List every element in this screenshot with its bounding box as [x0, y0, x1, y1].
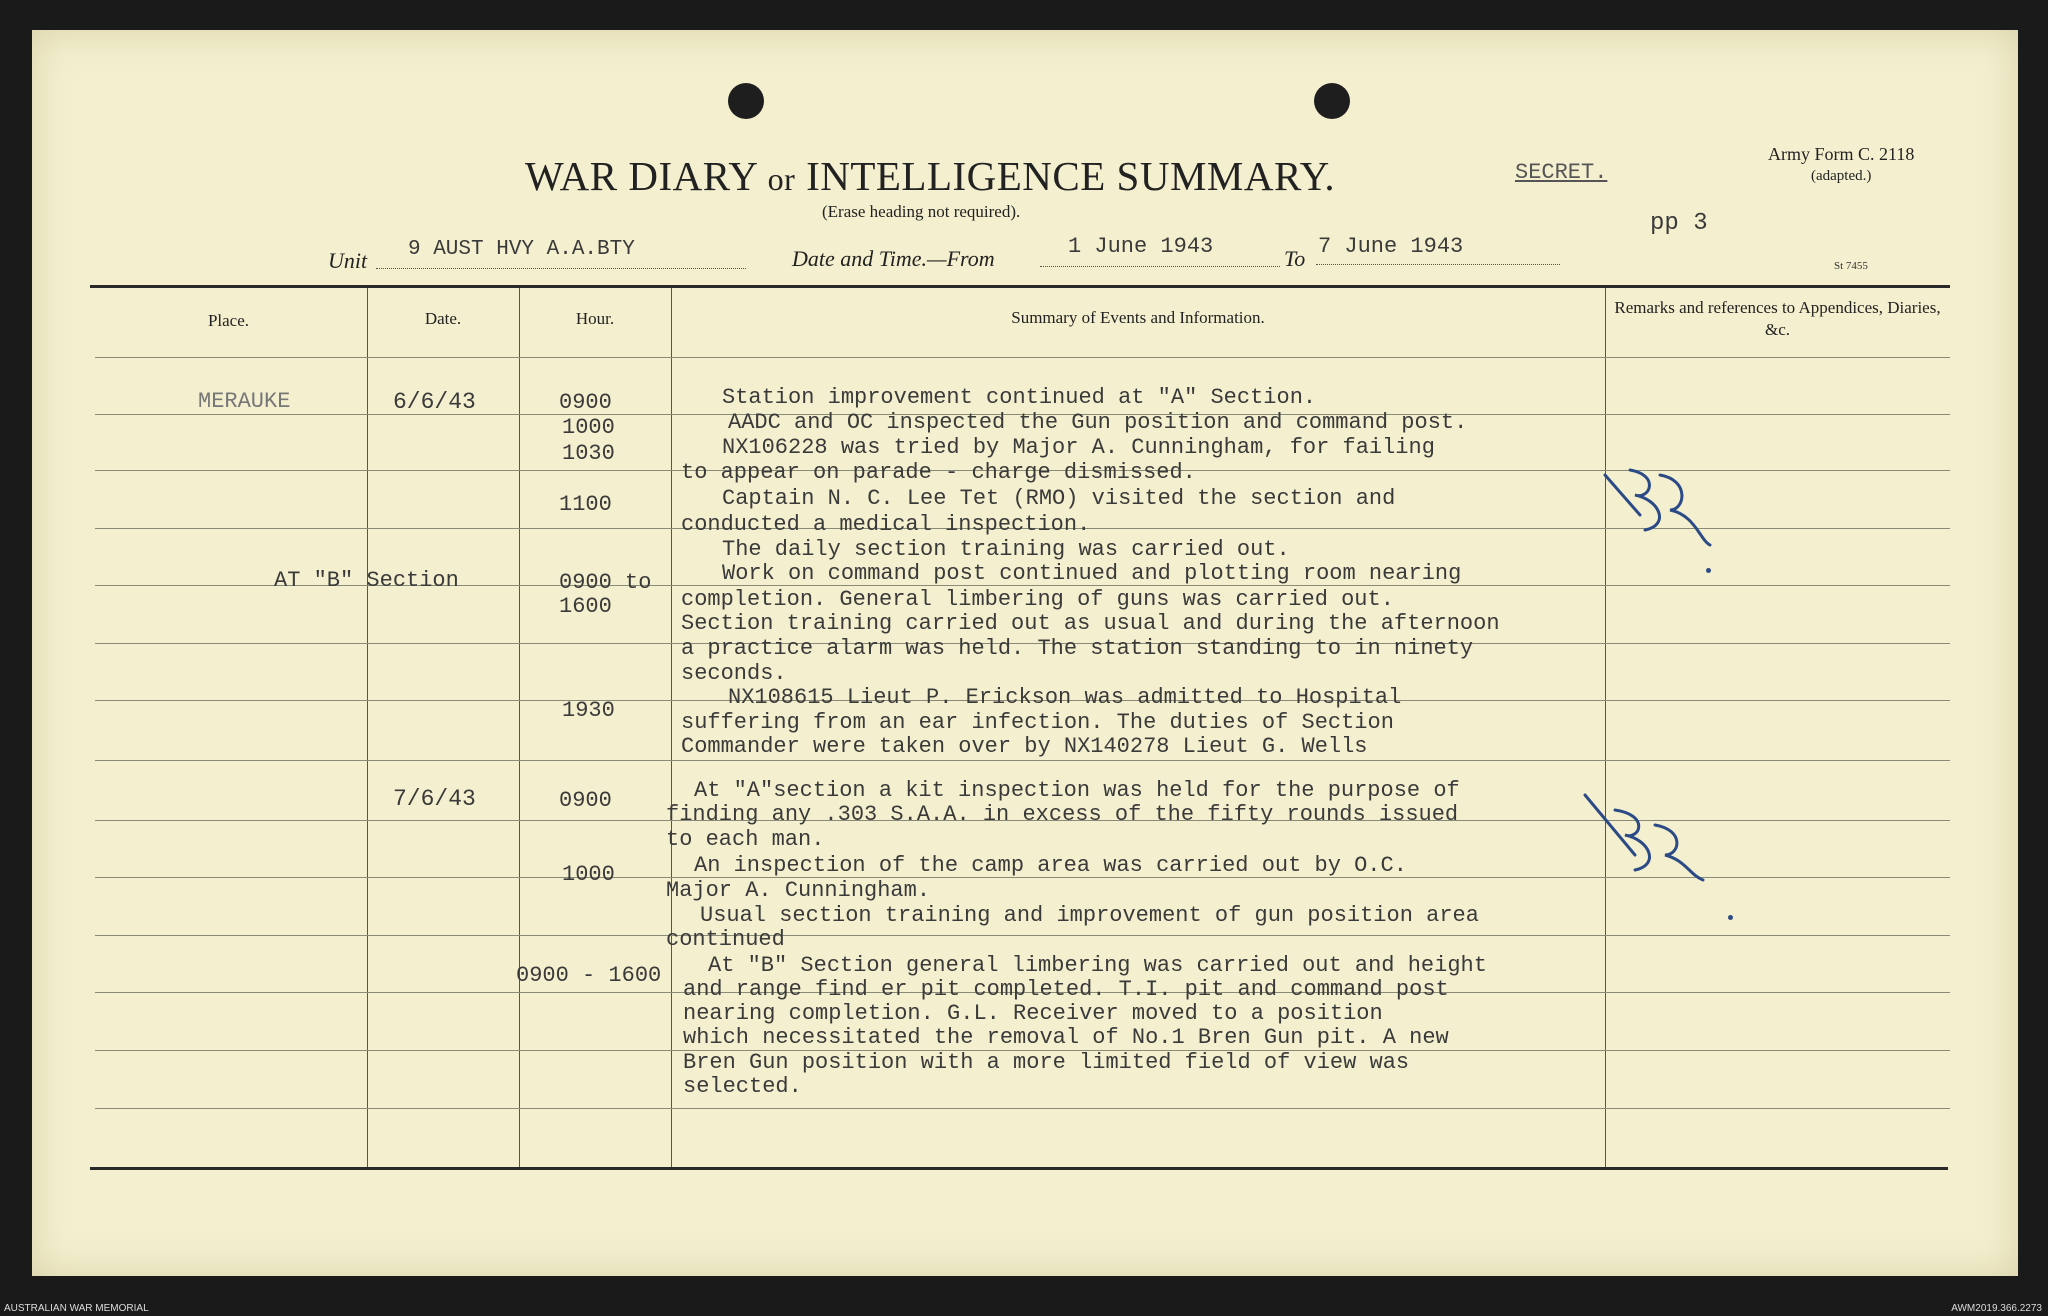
- summary-line: finding any .303 S.A.A. in excess of the fifty rounds issued: [666, 802, 1459, 827]
- summary-line: which necessitated the removal of No.1 Bren Gun pit. A new: [683, 1025, 1449, 1050]
- handwritten-initials-1: [1590, 455, 1750, 565]
- summary-line: At "B" Section general limbering was carried out and height: [708, 953, 1487, 978]
- hour-1100: 1100: [559, 492, 612, 517]
- summary-line: a practice alarm was held. The station standing to in ninety: [681, 636, 1474, 661]
- summary-line: seconds.: [681, 661, 787, 686]
- col-place: Place.: [207, 311, 250, 330]
- col-date: Date.: [424, 309, 462, 328]
- col-remarks: Remarks and references to Appendices, Diaries, &c.: [1614, 298, 1941, 339]
- form-title: WAR DIARY or INTELLIGENCE SUMMARY.: [525, 153, 1336, 199]
- footer-source: AUSTRALIAN WAR MEMORIAL: [4, 1303, 149, 1314]
- summary-line: nearing completion. G.L. Receiver moved to a position: [683, 1001, 1383, 1026]
- summary-line: continued: [666, 927, 785, 952]
- hour-0900-b: 0900: [559, 788, 612, 813]
- summary-line: Bren Gun position with a more limited field of view was: [683, 1050, 1410, 1075]
- unit-label: Unit: [328, 248, 368, 273]
- hour-1930: 1930: [562, 698, 615, 723]
- col-summary: Summary of Events and Information.: [1011, 308, 1265, 327]
- summary-line: Commander were taken over by NX140278 Lieut G. Wells: [681, 734, 1368, 759]
- hour-1000: 1000: [562, 415, 615, 440]
- hour-0900-1600: 0900 - 1600: [516, 963, 662, 988]
- summary-line: At "A"section a kit inspection was held for the purpose of: [694, 778, 1460, 803]
- summary-line: Major A. Cunningham.: [666, 878, 931, 903]
- summary-line: AADC and OC inspected the Gun position and command post.: [728, 410, 1468, 435]
- summary-line: to each man.: [666, 827, 825, 852]
- summary-line: Captain N. C. Lee Tet (RMO) visited the section and: [722, 486, 1396, 511]
- summary-line: NX108615 Lieut P. Erickson was admitted to Hospital: [728, 685, 1402, 710]
- stock-number: St 7455: [1834, 260, 1868, 272]
- page-reference: pp 3: [1650, 210, 1708, 237]
- summary-line: conducted a medical inspection.: [681, 512, 1091, 537]
- summary-line: selected.: [683, 1074, 802, 1099]
- summary-line: Work on command post continued and plotting room nearing: [722, 561, 1462, 586]
- punch-hole-left: [728, 83, 764, 119]
- date-from-label: Date and Time.—From: [792, 246, 995, 271]
- unit-value: 9 AUST HVY A.A.BTY: [408, 238, 635, 261]
- summary-line: completion. General limbering of guns was carried out.: [681, 587, 1394, 612]
- hour-1030: 1030: [562, 441, 615, 466]
- summary-line: suffering from an ear infection. The duties of Section: [681, 710, 1394, 735]
- table-bottom-rule: [90, 1167, 1948, 1170]
- date-to-value: 7 June 1943: [1318, 234, 1464, 259]
- army-form-ref: Army Form C. 2118 (adapted.): [1768, 144, 1915, 184]
- summary-line: and range find er pit completed. T.I. pit and command post: [683, 977, 1449, 1002]
- date-6-6-43: 6/6/43: [393, 389, 476, 415]
- classification-stamp: SECRET.: [1515, 160, 1608, 185]
- summary-line: NX106228 was tried by Major A. Cunningham, for failing: [722, 435, 1435, 460]
- hour-0900-to: 0900 to: [559, 570, 652, 595]
- footer-accession: AWM2019.366.2273: [1951, 1303, 2042, 1314]
- hour-1000-b: 1000: [562, 862, 615, 887]
- place-merauke: MERAUKE: [198, 389, 291, 414]
- summary-line: The daily section training was carried out.: [722, 537, 1290, 562]
- hour-1600: 1600: [559, 594, 612, 619]
- summary-line: to appear on parade - charge dismissed.: [681, 460, 1196, 485]
- col-hour: Hour.: [575, 309, 615, 328]
- date-7-6-43: 7/6/43: [393, 786, 476, 812]
- table-top-rule: [90, 285, 1950, 288]
- place-b-section: AT "B" Section: [274, 568, 459, 593]
- erase-note: (Erase heading not required).: [822, 202, 1021, 221]
- punch-hole-right: [1314, 83, 1350, 119]
- summary-line: Usual section training and improvement of gun position area: [700, 903, 1479, 928]
- summary-line: Section training carried out as usual and during the afternoon: [681, 611, 1500, 636]
- summary-line: Station improvement continued at "A" Section.: [722, 385, 1317, 410]
- summary-line: An inspection of the camp area was carried out by O.C.: [694, 853, 1407, 878]
- handwritten-initials-2: [1575, 790, 1735, 900]
- hour-0900: 0900: [559, 390, 612, 415]
- date-from-value: 1 June 1943: [1068, 234, 1214, 259]
- date-to-label: To: [1284, 246, 1306, 271]
